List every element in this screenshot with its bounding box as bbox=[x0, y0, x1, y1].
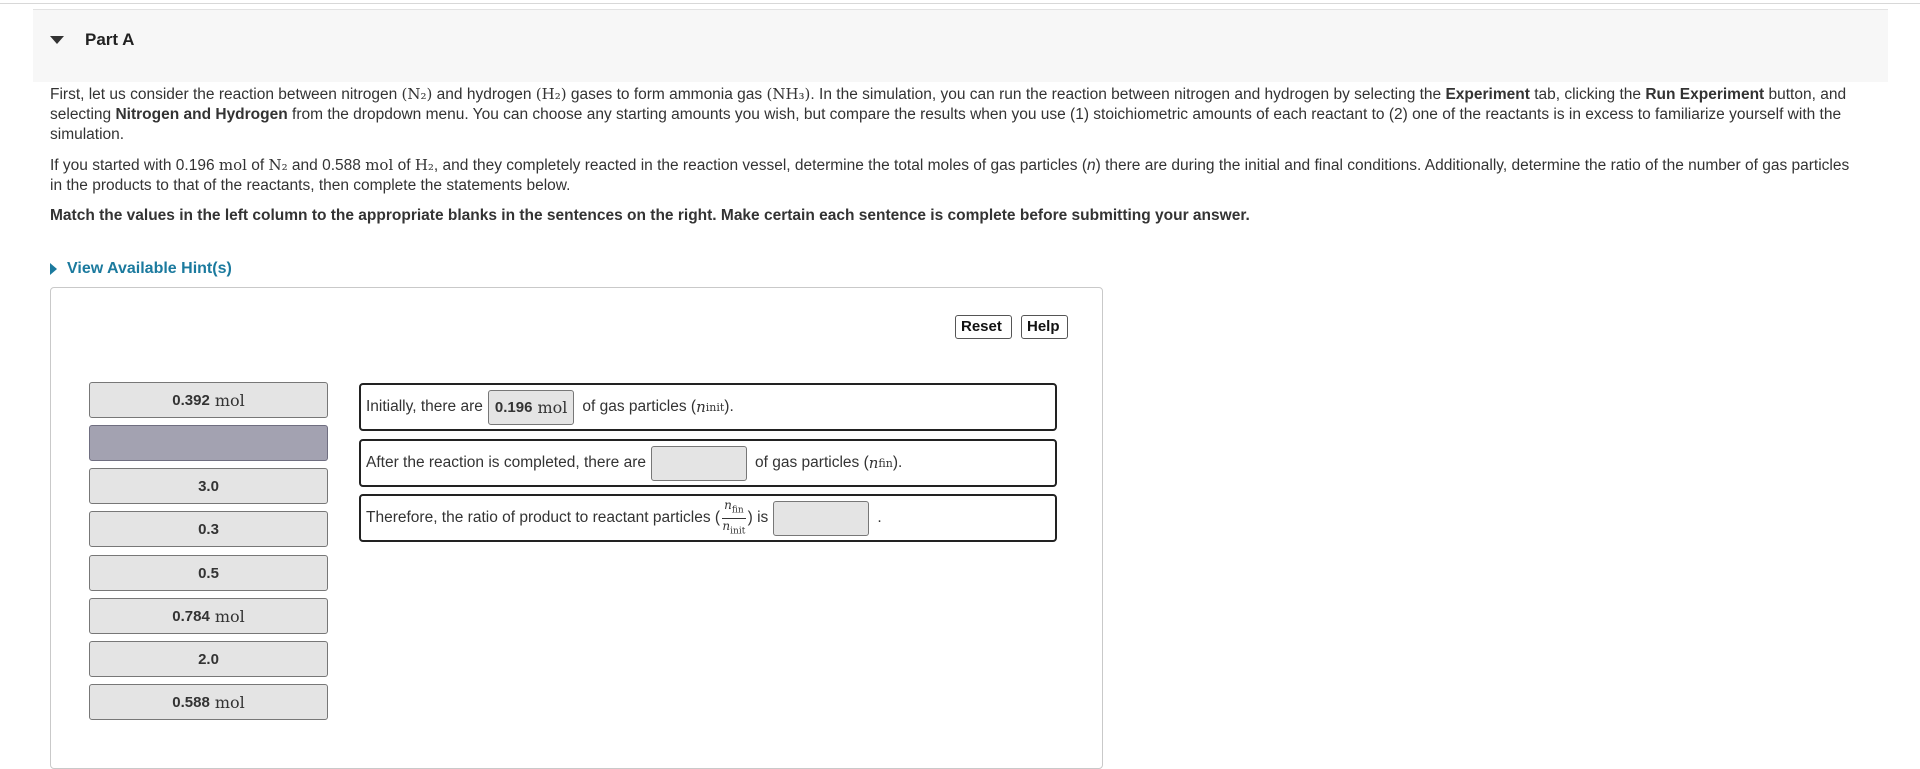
instruction-text: Match the values in the left column to the appropriate blanks in the sentences on the right. Make certain each sentence is complete before submitting your answer. bbox=[50, 207, 1250, 224]
question-content bbox=[50, 84, 1855, 236]
ratio-fraction: $\frac{n_{fin}}{n_{init}}$ bbox=[722, 498, 746, 536]
sentence-final: After the reaction is completed, there are of gas particles ( n fin ). bbox=[359, 439, 1057, 487]
bank-item-3-0[interactable]: 3.0 bbox=[89, 468, 328, 504]
view-hints-link[interactable] bbox=[50, 260, 232, 278]
bank-item-0-5[interactable]: 0.5 bbox=[89, 555, 328, 591]
intro-paragraph: First, let us consider the reaction between nitrogen (N₂) and hydrogen (H₂) gases to form ammonia gas (NH₃). In the simulation, you can run the reaction between nitrogen and hydrogen by selecting the Experiment tab, clicking the Run Experiment button, and selecting Nitrogen and Hydrogen from the dropdown menu. You can choose any starting amounts you wish, but compare the results when you use (1) stoichiometric amounts of each reactant to (2) one of the reactants is in excess to familiarize yourself with the simulation. bbox=[50, 85, 1847, 143]
blank-ratio[interactable] bbox=[773, 501, 869, 536]
caret-down-icon[interactable] bbox=[50, 36, 64, 44]
bank-item-empty-placeholder bbox=[89, 425, 328, 461]
reset-button[interactable]: Reset bbox=[955, 315, 1012, 339]
bank-item-0588-mol[interactable]: 0.588 mol bbox=[89, 684, 328, 720]
hint-label: View Available Hint(s) bbox=[67, 260, 232, 277]
sentence-ratio: Therefore, the ratio of product to reactant particles ( $\frac{n_{fin}}{n_{init}}$ ) is . bbox=[359, 494, 1057, 542]
blank-n-init[interactable]: 0.196 mol bbox=[488, 390, 574, 425]
help-button[interactable]: Help bbox=[1021, 315, 1068, 339]
bank-item-0392-mol[interactable]: 0.392 mol bbox=[89, 382, 328, 418]
top-divider bbox=[0, 3, 1920, 4]
part-title: Part A bbox=[85, 30, 135, 49]
bank-item-2-0[interactable]: 2.0 bbox=[89, 641, 328, 677]
problem-paragraph: If you started with 0.196 mol of N₂ and 0.588 mol of H₂, and they completely reacted in the reaction vessel, determine the total moles of gas particles (n) there are during the initial and final conditions. Additionally, determine the ratio of the number of gas particles in the products to that of the reactants, then complete the statements below. bbox=[50, 156, 1850, 194]
caret-right-icon bbox=[50, 263, 57, 275]
sentence-initial: Initially, there are 0.196 mol of gas particles ( n init ). bbox=[359, 383, 1057, 431]
bank-item-0-3[interactable]: 0.3 bbox=[89, 511, 328, 547]
blank-n-fin[interactable] bbox=[651, 446, 747, 481]
bank-item-0784-mol[interactable]: 0.784 mol bbox=[89, 598, 328, 634]
part-header[interactable] bbox=[33, 9, 1888, 82]
matching-widget bbox=[50, 287, 1103, 769]
